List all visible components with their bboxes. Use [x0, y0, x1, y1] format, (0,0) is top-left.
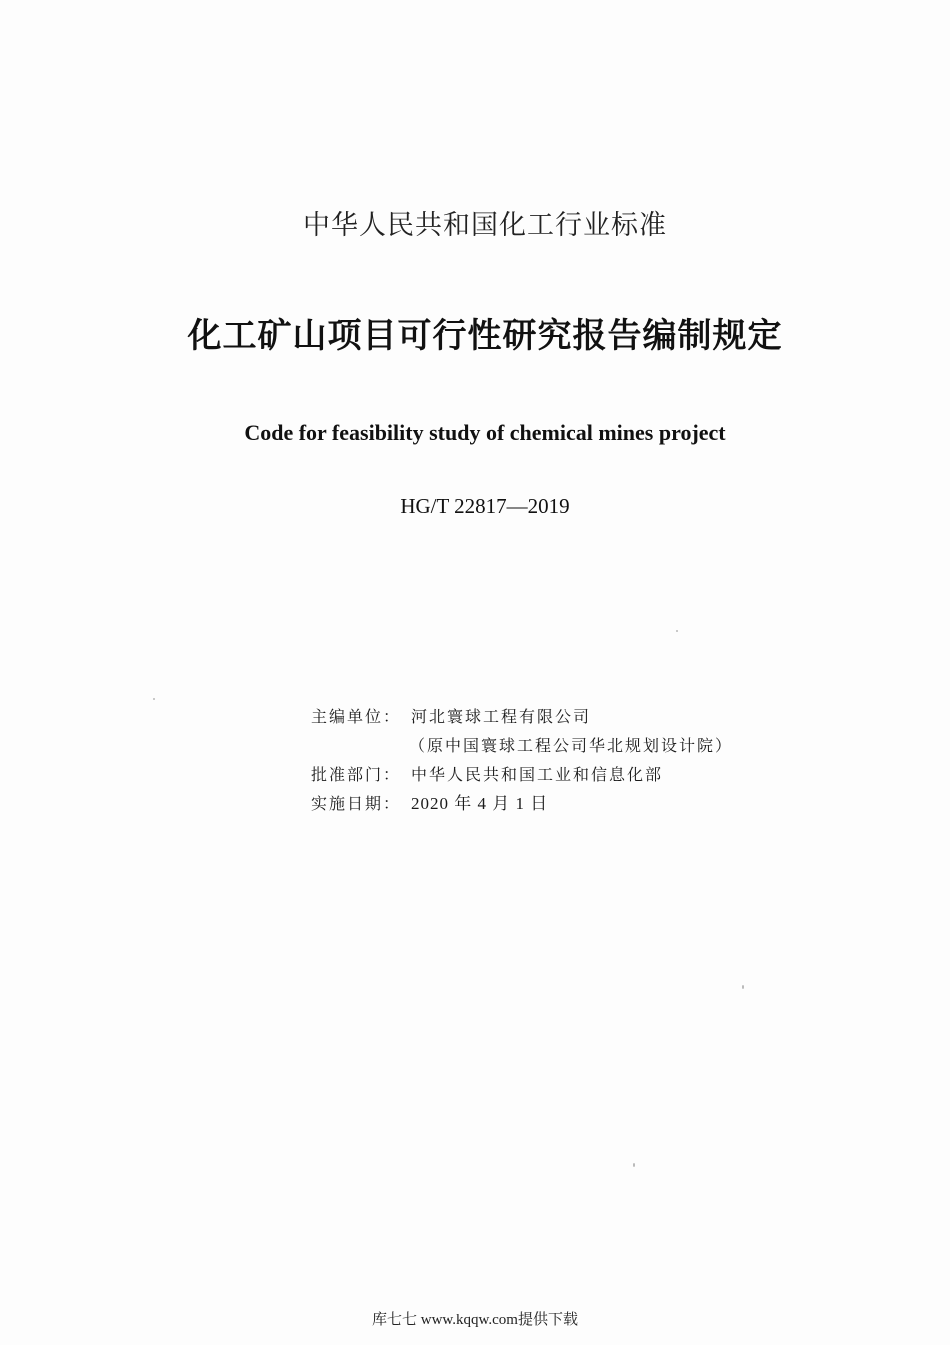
editor-note-row [311, 734, 733, 763]
document-title-english: Code for feasibility study of chemical mines project [244, 420, 726, 445]
editor-label: 主编单位： [311, 707, 402, 726]
standard-category: 中华人民共和国化工行业标准 [303, 210, 667, 241]
scan-speck [633, 1163, 635, 1167]
scan-speck [676, 630, 678, 632]
document-title-chinese: 化工矿山项目可行性研究报告编制规定 [187, 316, 783, 356]
approver-row [311, 763, 733, 792]
scan-speck [153, 698, 155, 700]
publication-info [311, 705, 733, 821]
editor-value: 河北寰球工程有限公司 [411, 707, 592, 726]
approver-label: 批准部门： [311, 765, 402, 784]
editor-note: （原中国寰球工程公司华北规划设计院） [409, 736, 734, 755]
date-row [311, 792, 733, 821]
download-footer: 库七七 www.kqqw.com提供下载 [372, 1312, 578, 1328]
date-value: 2020 年 4 月 1 日 [411, 794, 549, 813]
scan-speck [742, 985, 744, 989]
date-label: 实施日期： [311, 794, 402, 813]
approver-value: 中华人民共和国工业和信息化部 [411, 765, 664, 784]
standard-number: HG/T 22817—2019 [400, 494, 570, 518]
editor-row [311, 705, 733, 734]
